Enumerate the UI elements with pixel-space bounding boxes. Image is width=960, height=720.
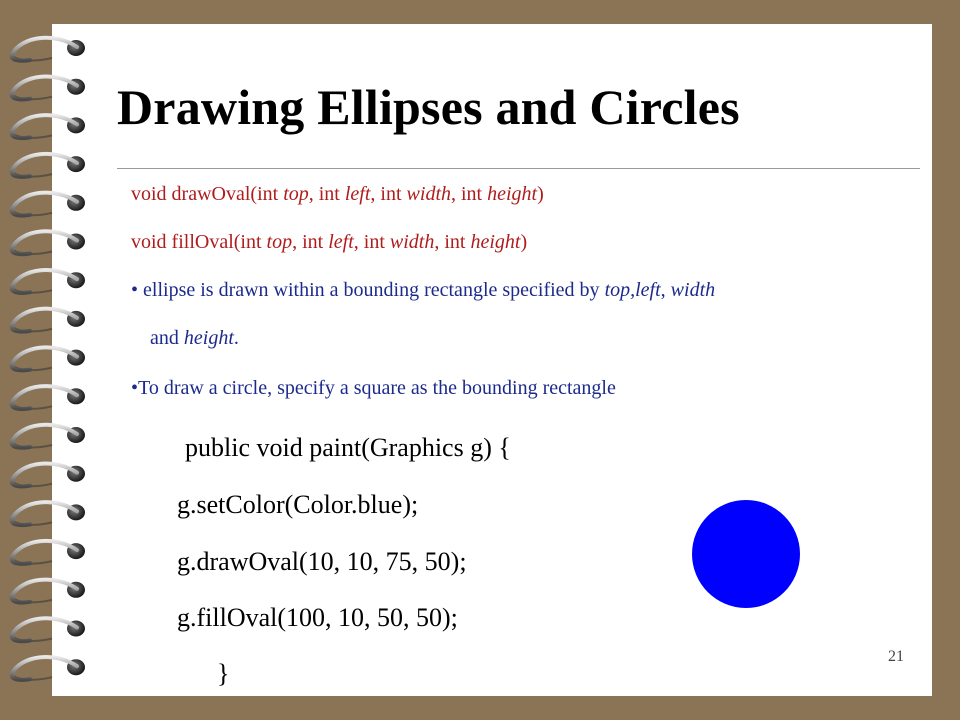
- code-line-paint: public void paint(Graphics g) {: [185, 433, 511, 462]
- spiral-ring-icon: [12, 541, 85, 564]
- spiral-ring-icon: [12, 463, 85, 486]
- spiral-ring-icon: [12, 154, 85, 177]
- spiral-ring-icon: [12, 657, 85, 680]
- spiral-binding: [0, 0, 110, 720]
- spiral-ring-icon: [12, 502, 85, 525]
- filled-circle-icon: [692, 500, 800, 608]
- spiral-ring-icon: [12, 76, 85, 99]
- code-line-setcolor: g.setColor(Color.blue);: [177, 490, 419, 519]
- code-line-filloval: g.fillOval(100, 10, 50, 50);: [177, 603, 458, 632]
- page-number: 21: [888, 648, 904, 665]
- bullet-circle: •To draw a circle, specify a square as the bounding rectangle: [131, 377, 616, 399]
- spiral-ring-icon: [12, 309, 85, 332]
- spiral-ring-icon: [12, 115, 85, 138]
- bullet-ellipse-line2: and height.: [150, 327, 239, 349]
- bullet-ellipse-line1: • ellipse is drawn within a bounding rectangle specified by top,left, width: [131, 279, 716, 301]
- title-divider: [117, 168, 920, 169]
- filloval-signature: void fillOval(int top, int left, int width, int height): [131, 231, 528, 253]
- spiral-ring-icon: [12, 425, 85, 448]
- spiral-ring-icon: [12, 270, 85, 293]
- spiral-ring-icon: [12, 580, 85, 603]
- spiral-ring-icon: [12, 618, 85, 641]
- spiral-ring-icon: [12, 386, 85, 409]
- slide-title: Drawing Ellipses and Circles: [117, 79, 740, 135]
- spiral-ring-icon: [12, 347, 85, 370]
- code-line-closing-brace: }: [217, 659, 230, 688]
- bullet-dot: •: [131, 279, 139, 301]
- spiral-ring-icon: [12, 231, 85, 254]
- code-line-drawoval: g.drawOval(10, 10, 75, 50);: [177, 547, 467, 576]
- spiral-ring-icon: [12, 38, 85, 61]
- spiral-ring-icon: [12, 193, 85, 216]
- drawoval-signature: void drawOval(int top, int left, int width, int height): [131, 183, 544, 205]
